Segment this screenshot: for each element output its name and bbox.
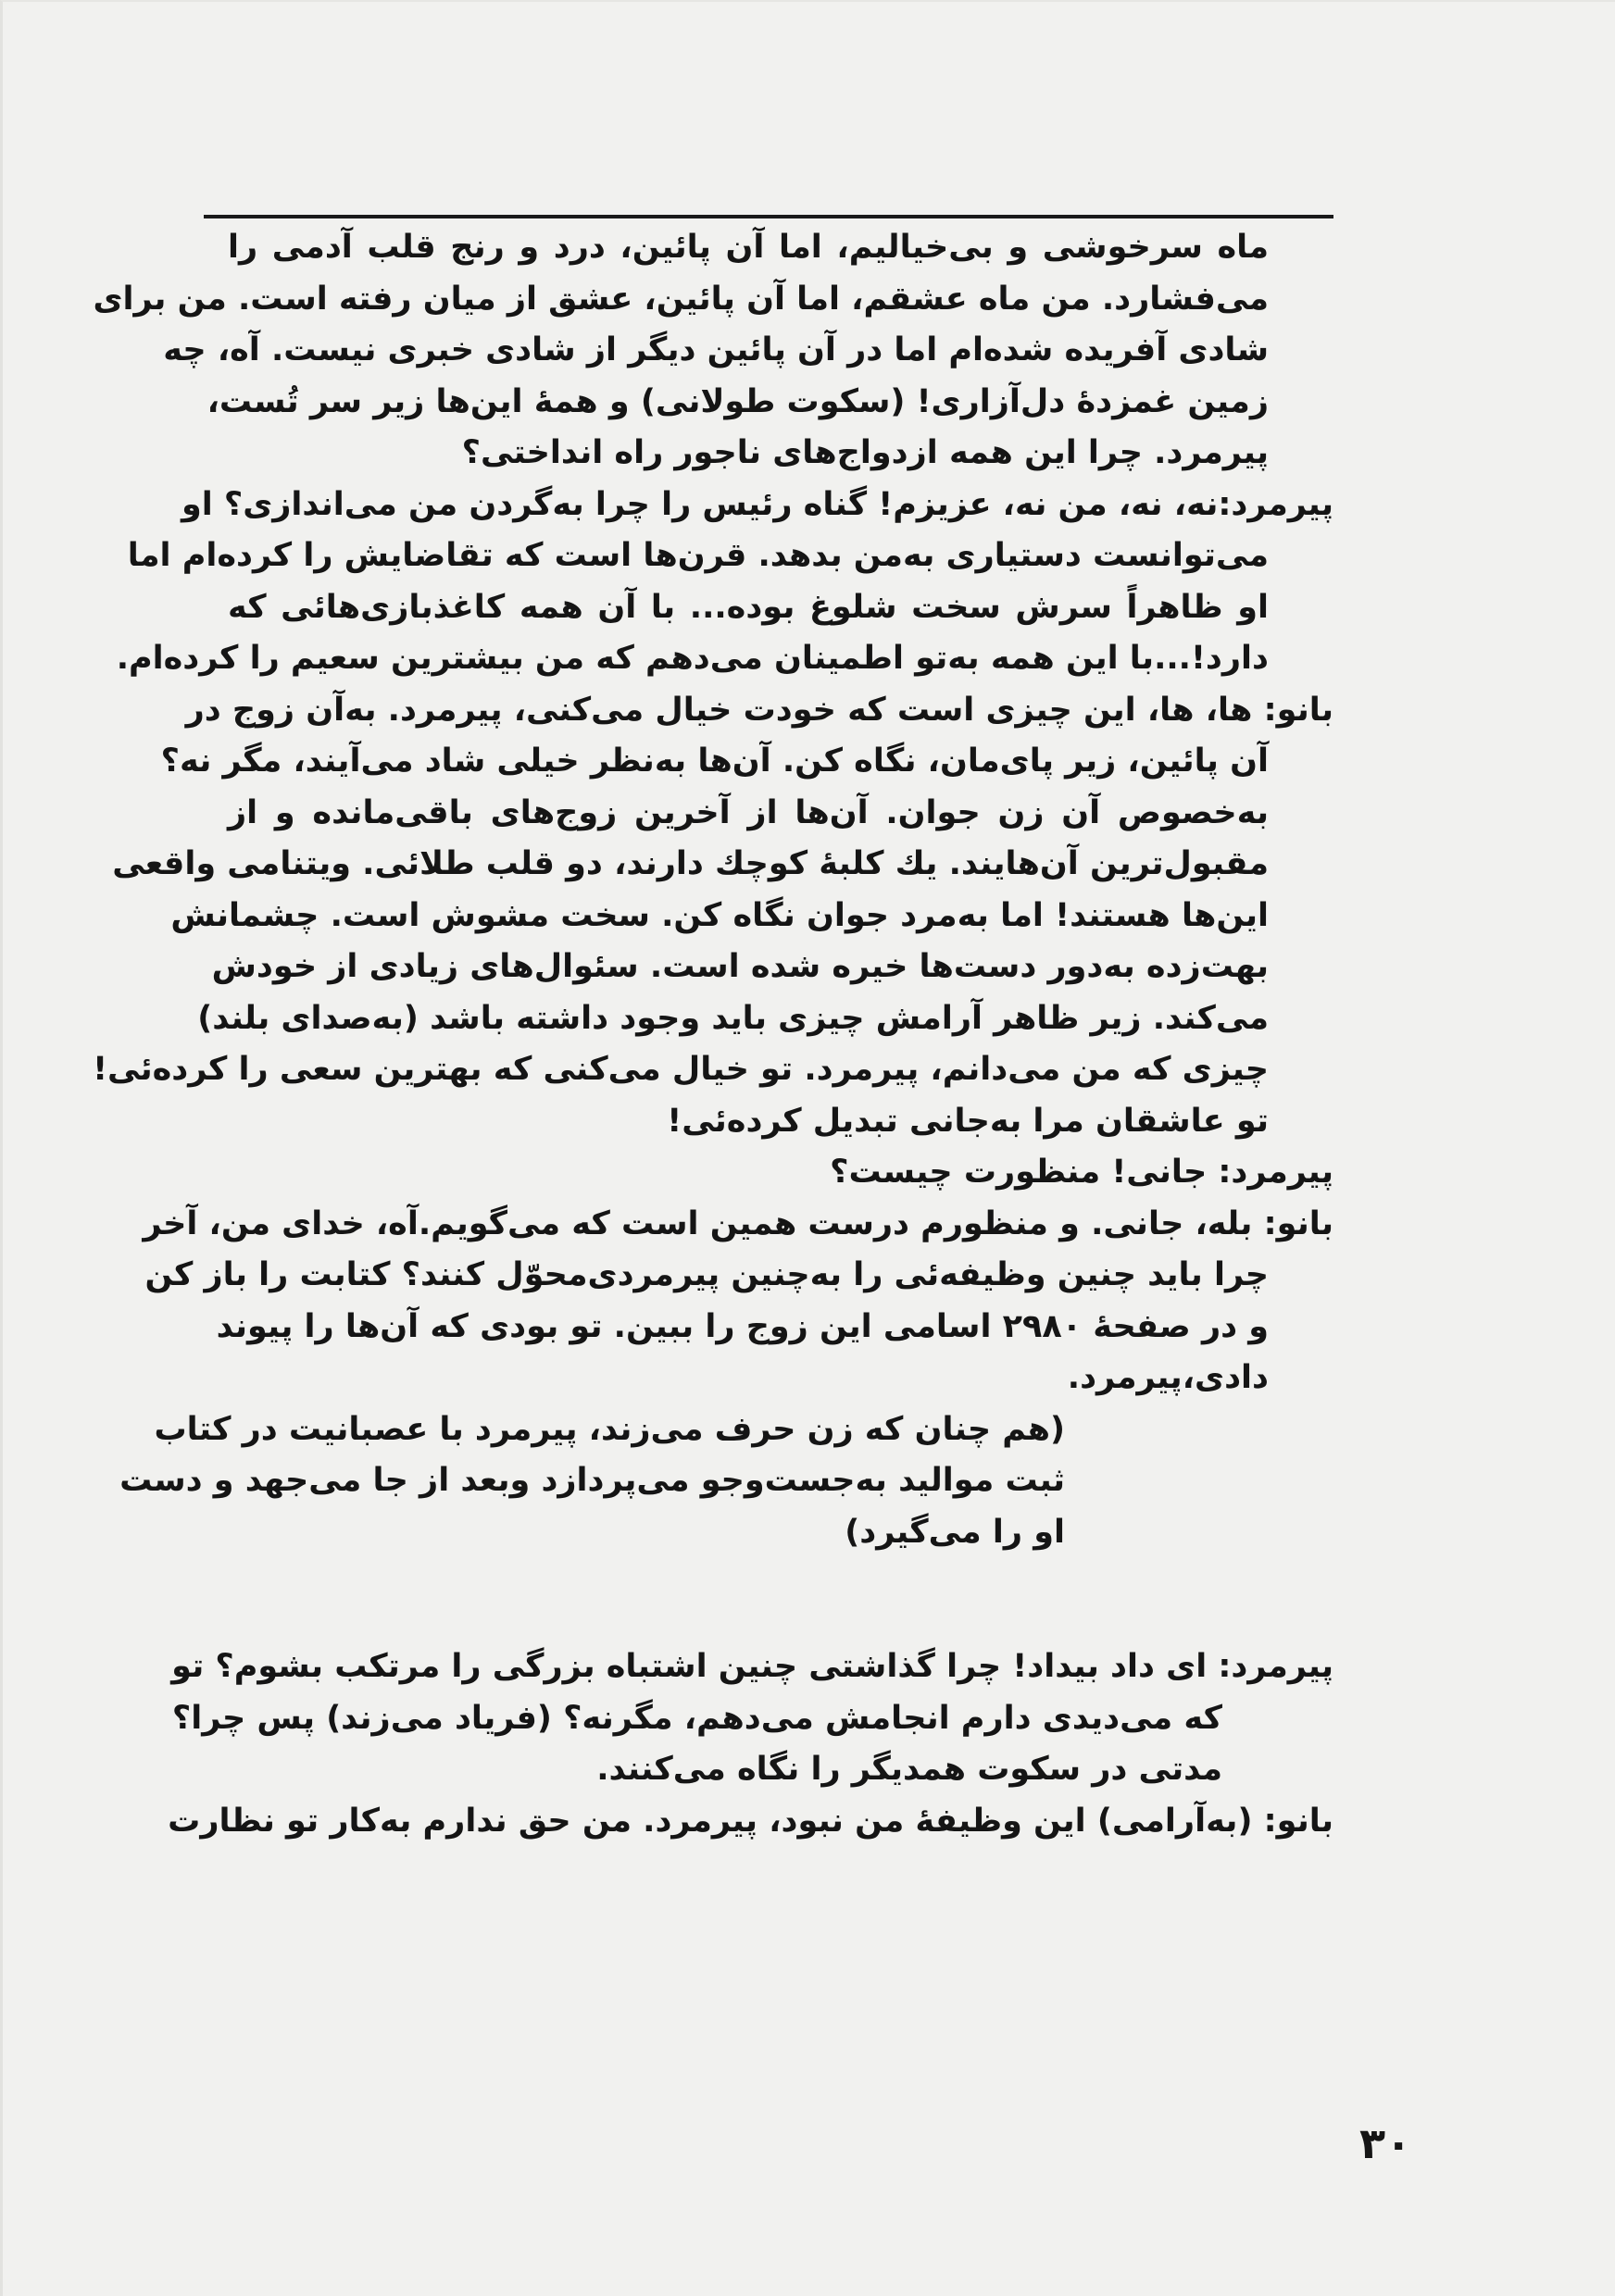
text-line: چرا باید چنین وظیفه‌ئی را به‌چنین پیرمردی‌محوّل کنند؟ کتابت را باز کن — [144, 1256, 1269, 1293]
text-line: آن پائین، زیر پای‌مان، نگاه کن. آن‌ها به‌نظر خیلی شاد می‌آیند، مگر نه؟ — [160, 742, 1269, 780]
text-line: و در صفحهٔ ۲۹۸۰ اسامی این زوج را ببین. تو بودی که آن‌ها را پیوند — [216, 1307, 1269, 1345]
text-line: شادی آفریده شده‌ام اما در آن پائین دیگر از شادی خبری نیست. آه، چه — [163, 331, 1269, 368]
text-line: پیرمرد:نه، نه، من نه، عزیزم! گناه رئیس را چرا به‌گردن من می‌اندازی؟ او — [181, 485, 1333, 523]
text-line: دادی،پیرمرد. — [1067, 1359, 1269, 1396]
header-rule — [204, 215, 1333, 218]
page-text — [93, 222, 1333, 1847]
text-line: بهت‌زده به‌دور دست‌ها خیره شده است. سئوال‌های زیادی از خودش — [211, 948, 1269, 985]
text-line: تو عاشقان مرا به‌جانی تبدیل کرده‌ئی! — [667, 1102, 1269, 1140]
text-line: او ظاهراً سرش سخت شلوغ بوده... با آن همه کاغذبازی‌هائی که — [228, 588, 1269, 626]
page-number: ۳۰ — [1359, 2118, 1412, 2168]
text-line: زمین غمزدهٔ دل‌آزاری! (سکوت طولانی) و همهٔ این‌ها زیر سر تُست، — [207, 382, 1269, 420]
text-line: پیرمرد: جانی! منظورت چیست؟ — [830, 1154, 1333, 1191]
text-line: که می‌دیدی دارم انجامش می‌دهم، مگرنه؟ (فریاد می‌زند) پس چرا؟ — [171, 1699, 1222, 1737]
text-line: دارد!...با این همه به‌تو اطمینان می‌دهم که من بیشترین سعیم را کرده‌ام. — [116, 640, 1269, 677]
text-line: بانو: (به‌آرامی) این وظیفهٔ من نبود، پیرمرد. من حق ندارم به‌کار تو نظارت — [168, 1802, 1333, 1840]
text-line: به‌خصوص آن زن جوان. آن‌ها از آخرین زوج‌های باقی‌مانده و از — [228, 793, 1269, 831]
text-line: بانو: بله، جانی. و منظورم درست همین است که می‌گویم.آه، خدای من، آخر — [143, 1204, 1333, 1242]
text-line: می‌کند. زیر ظاهر آرامش چیزی باید وجود داشته باشد (به‌صدای بلند) — [197, 999, 1269, 1037]
text-line: بانو: ها، ها، این چیزی است که خودت خیال می‌کنی، پیرمرد. به‌آن زوج در — [185, 691, 1333, 729]
text-line: چیزی که من می‌دانم، پیرمرد. تو خیال می‌کنی که بهترین سعی را کرده‌ئی! — [93, 1051, 1269, 1088]
text-line: این‌ها هستند! اما به‌مرد جوان نگاه کن. سخت مشوش است. چشمانش — [170, 896, 1269, 934]
text-line: می‌فشارد. من ماه عشقم، اما آن پائین، عشق از میان رفته است. من برای — [93, 280, 1269, 318]
stage-direction-line: او را می‌گیرد) — [845, 1513, 1065, 1551]
stage-direction-line: (هم چنان که زن حرف می‌زند، پیرمرد با عصبانیت در کتاب — [154, 1410, 1065, 1448]
paragraph-gap — [228, 1558, 1333, 1641]
text-line: مقبول‌ترین آن‌هایند. یك کلبهٔ کوچك دارند، دو قلب طلائی. ویتنامی واقعی — [112, 845, 1269, 882]
text-line: ماه سرخوشی و بی‌خیالیم، اما آن پائین، درد و رنج قلب آدمی را — [228, 229, 1269, 266]
stage-direction-line: مدتی در سکوت همدیگر را نگاه می‌کنند. — [596, 1751, 1222, 1788]
text-line: پیرمرد: ای داد بیداد! چرا گذاشتی چنین اشتباه بزرگی را مرتکب بشوم؟ تو — [171, 1648, 1333, 1685]
text-line: پیرمرد. چرا این همه ازدواج‌های ناجور راه انداختی؟ — [461, 434, 1269, 471]
text-line: می‌توانست دستیاری به‌من بدهد. قرن‌ها است که تقاضایش را کرده‌ام اما — [127, 537, 1269, 574]
stage-direction-line: ثبت موالید به‌جست‌وجو می‌پردازد وبعد از جا می‌جهد و دست — [119, 1462, 1065, 1499]
